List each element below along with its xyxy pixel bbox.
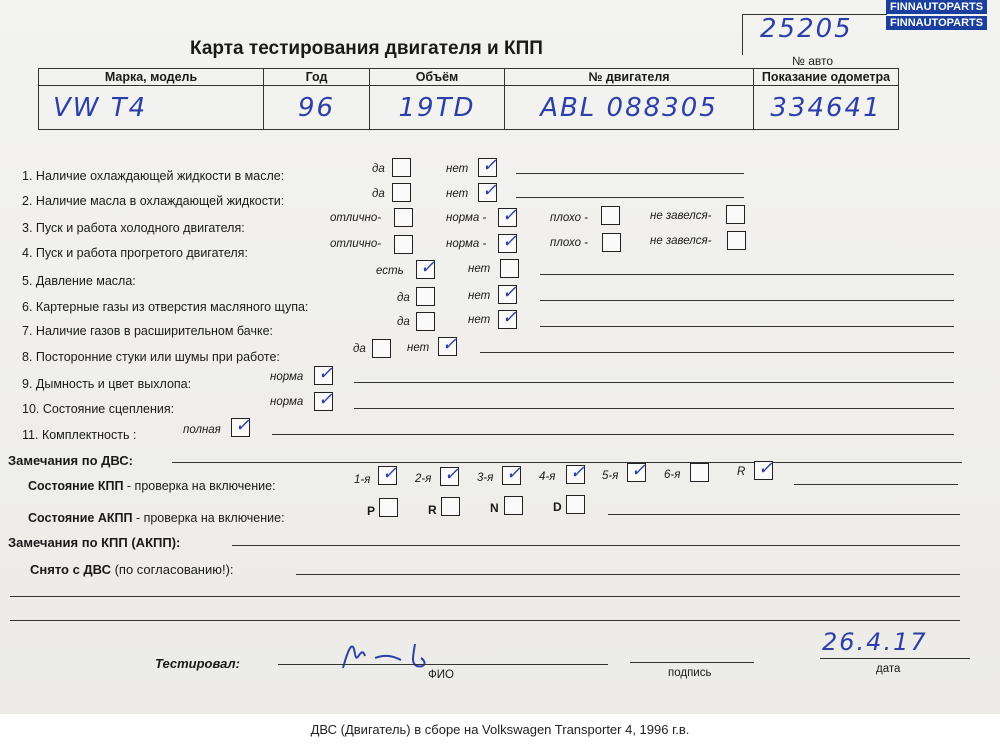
check-mark: ✓ bbox=[482, 180, 498, 201]
car-number-label: № авто bbox=[792, 54, 834, 68]
page-title: Карта тестирования двигателя и КПП bbox=[190, 38, 543, 59]
position-label: P bbox=[367, 504, 376, 518]
check-mark: ✓ bbox=[758, 458, 774, 479]
checkbox[interactable] bbox=[394, 235, 413, 254]
value-year: 96 bbox=[264, 86, 370, 130]
gear-label: 2-я bbox=[415, 473, 432, 485]
notes-line bbox=[516, 173, 744, 174]
option-label: нет bbox=[468, 314, 491, 326]
signature-line bbox=[630, 662, 754, 663]
check-mark: ✓ bbox=[506, 463, 522, 484]
question-9: 9. Дымность и цвет выхлопа: bbox=[22, 377, 192, 391]
check-mark: ✓ bbox=[318, 389, 334, 410]
value-volume: 19TD bbox=[370, 86, 505, 130]
checkbox[interactable] bbox=[498, 205, 518, 227]
position-checkbox[interactable] bbox=[441, 497, 460, 516]
position-checkbox[interactable] bbox=[504, 496, 523, 515]
gear-checkbox[interactable] bbox=[754, 458, 774, 480]
checkbox[interactable] bbox=[314, 363, 334, 385]
position-label: D bbox=[553, 500, 562, 514]
tested-label: Тестировал: bbox=[155, 656, 240, 671]
checkbox[interactable] bbox=[314, 389, 334, 411]
option-label: отлично- bbox=[330, 212, 382, 224]
signature-label: подпись bbox=[668, 667, 712, 679]
option-label: норма - bbox=[446, 238, 487, 250]
gear-label: 4-я bbox=[539, 471, 556, 483]
check-mark: ✓ bbox=[482, 155, 498, 176]
option-label: норма - bbox=[446, 212, 487, 224]
notes-line bbox=[540, 300, 954, 301]
checkbox[interactable] bbox=[602, 233, 621, 252]
option-label: не завелся- bbox=[650, 210, 712, 222]
position-label: R bbox=[428, 503, 437, 517]
question-1: 1. Наличие охлаждающей жидкости в масле: bbox=[22, 169, 285, 183]
question-8: 8. Посторонние стуки или шумы при работе: bbox=[22, 350, 280, 364]
checkbox[interactable] bbox=[394, 208, 413, 227]
checkbox[interactable] bbox=[498, 231, 518, 253]
option-label: плохо - bbox=[550, 212, 588, 224]
check-mark: ✓ bbox=[502, 231, 518, 252]
value-odometer: 334641 bbox=[754, 86, 899, 130]
checkbox[interactable] bbox=[231, 415, 251, 437]
checkbox[interactable] bbox=[478, 180, 498, 202]
option-label: нет bbox=[446, 188, 469, 200]
option-label: нет bbox=[468, 263, 491, 275]
date-line bbox=[820, 658, 970, 659]
check-mark: ✓ bbox=[570, 462, 586, 483]
value-make-model: VW T4 bbox=[39, 86, 264, 130]
checkbox[interactable] bbox=[726, 205, 745, 224]
check-mark: ✓ bbox=[502, 282, 518, 303]
notes-line bbox=[480, 352, 954, 353]
gearbox-remarks-line bbox=[232, 545, 960, 546]
position-checkbox[interactable] bbox=[379, 498, 398, 517]
notes-line bbox=[540, 274, 954, 275]
date-label: дата bbox=[876, 663, 901, 675]
option-label: нет bbox=[468, 290, 491, 302]
checkbox[interactable] bbox=[478, 155, 498, 177]
option-label: да bbox=[372, 188, 385, 200]
option-label: не завелся- bbox=[650, 235, 712, 247]
notes-line bbox=[354, 408, 954, 409]
question-11: 11. Комплектность : bbox=[22, 428, 137, 442]
check-mark: ✓ bbox=[420, 257, 436, 278]
gearbox-remarks-label: Замечания по КПП (АКПП): bbox=[8, 535, 181, 550]
gear-label: 6-я bbox=[664, 469, 681, 481]
column-odometer: Показание одометра bbox=[754, 69, 899, 86]
engine-remarks-label: Замечания по ДВС: bbox=[8, 453, 133, 468]
option-label: нет bbox=[407, 342, 430, 354]
vehicle-header-table bbox=[38, 68, 899, 130]
position-checkbox[interactable] bbox=[566, 495, 585, 514]
checkbox[interactable] bbox=[416, 312, 435, 331]
option-label: норма bbox=[270, 371, 304, 383]
notes-line bbox=[794, 484, 958, 485]
watermark-2: FINNAUTOPARTS bbox=[886, 16, 987, 30]
option-label: есть bbox=[376, 265, 404, 277]
option-label: плохо - bbox=[550, 237, 588, 249]
engine-remarks-line bbox=[172, 462, 962, 463]
removed-line bbox=[296, 574, 960, 575]
check-mark: ✓ bbox=[318, 363, 334, 384]
removed-label: Снято с ДВС (по согласованию!): bbox=[30, 562, 234, 577]
column-year: Год bbox=[264, 69, 370, 86]
check-mark: ✓ bbox=[631, 460, 647, 481]
gear-checkbox[interactable] bbox=[566, 462, 586, 484]
automatic-gearbox-label: Состояние АКПП - проверка на включение: bbox=[28, 511, 285, 525]
option-label: норма bbox=[270, 396, 304, 408]
checkbox[interactable] bbox=[416, 257, 436, 279]
column-engine-number: № двигателя bbox=[505, 69, 754, 86]
gear-checkbox[interactable] bbox=[502, 463, 522, 485]
checkbox[interactable] bbox=[500, 259, 519, 278]
notes-line bbox=[516, 197, 744, 198]
gear-label: 1-я bbox=[354, 474, 371, 486]
option-label: да bbox=[397, 292, 410, 304]
position-label: N bbox=[490, 501, 499, 515]
question-4: 4. Пуск и работа прогретого двигателя: bbox=[22, 246, 248, 260]
question-7: 7. Наличие газов в расширительном бачке: bbox=[22, 324, 274, 338]
blank-line bbox=[10, 596, 960, 597]
option-label: отлично- bbox=[330, 238, 382, 250]
checkbox[interactable] bbox=[498, 307, 518, 329]
question-6: 6. Картерные газы из отверстия масляного щупа: bbox=[22, 300, 309, 314]
check-mark: ✓ bbox=[502, 205, 518, 226]
checkbox[interactable] bbox=[392, 183, 411, 202]
notes-line bbox=[608, 514, 960, 515]
gear-checkbox[interactable] bbox=[378, 463, 398, 485]
question-5: 5. Давление масла: bbox=[22, 274, 136, 288]
check-mark: ✓ bbox=[444, 464, 460, 485]
check-mark: ✓ bbox=[382, 463, 398, 484]
notes-line bbox=[272, 434, 954, 435]
option-label: полная bbox=[183, 424, 221, 436]
question-2: 2. Наличие масла в охлаждающей жидкости: bbox=[22, 194, 285, 208]
checkbox[interactable] bbox=[601, 206, 620, 225]
notes-line bbox=[354, 382, 954, 383]
column-make-model: Марка, модель bbox=[39, 69, 264, 86]
image-caption: ДВС (Двигатель) в сборе на Volkswagen Transporter 4, 1996 г.в. bbox=[310, 722, 690, 737]
option-label: нет bbox=[446, 163, 469, 175]
checkbox[interactable] bbox=[416, 287, 435, 306]
checkbox[interactable] bbox=[392, 158, 411, 177]
watermark-1: FINNAUTOPARTS bbox=[886, 0, 987, 14]
option-label: да bbox=[372, 163, 385, 175]
checkbox[interactable] bbox=[438, 334, 458, 356]
blank-line bbox=[10, 620, 960, 621]
question-10: 10. Состояние сцепления: bbox=[22, 402, 175, 416]
option-label: да bbox=[353, 343, 366, 355]
check-mark: ✓ bbox=[442, 334, 458, 355]
option-label: да bbox=[397, 316, 410, 328]
gear-label: 5-я bbox=[602, 470, 619, 482]
manual-gearbox-label: Состояние КПП - проверка на включение: bbox=[28, 479, 276, 493]
check-mark: ✓ bbox=[502, 307, 518, 328]
gear-checkbox[interactable] bbox=[690, 463, 709, 482]
notes-line bbox=[540, 326, 954, 327]
fio-line bbox=[278, 664, 608, 665]
tester-signature bbox=[335, 636, 445, 672]
checkbox[interactable] bbox=[372, 339, 391, 358]
column-volume: Объём bbox=[370, 69, 505, 86]
gear-label: R bbox=[737, 466, 746, 478]
fio-label: ФИО bbox=[428, 669, 454, 681]
question-3: 3. Пуск и работа холодного двигателя: bbox=[22, 221, 245, 235]
check-mark: ✓ bbox=[235, 415, 251, 436]
test-date: 26.4.17 bbox=[822, 628, 928, 656]
gear-checkbox[interactable] bbox=[440, 464, 460, 486]
checkbox[interactable] bbox=[498, 282, 518, 304]
gear-checkbox[interactable] bbox=[627, 460, 647, 482]
checkbox[interactable] bbox=[727, 231, 746, 250]
car-number: 25205 bbox=[760, 14, 853, 44]
value-engine-number: ABL 088305 bbox=[505, 86, 754, 130]
gear-label: 3-я bbox=[477, 472, 494, 484]
